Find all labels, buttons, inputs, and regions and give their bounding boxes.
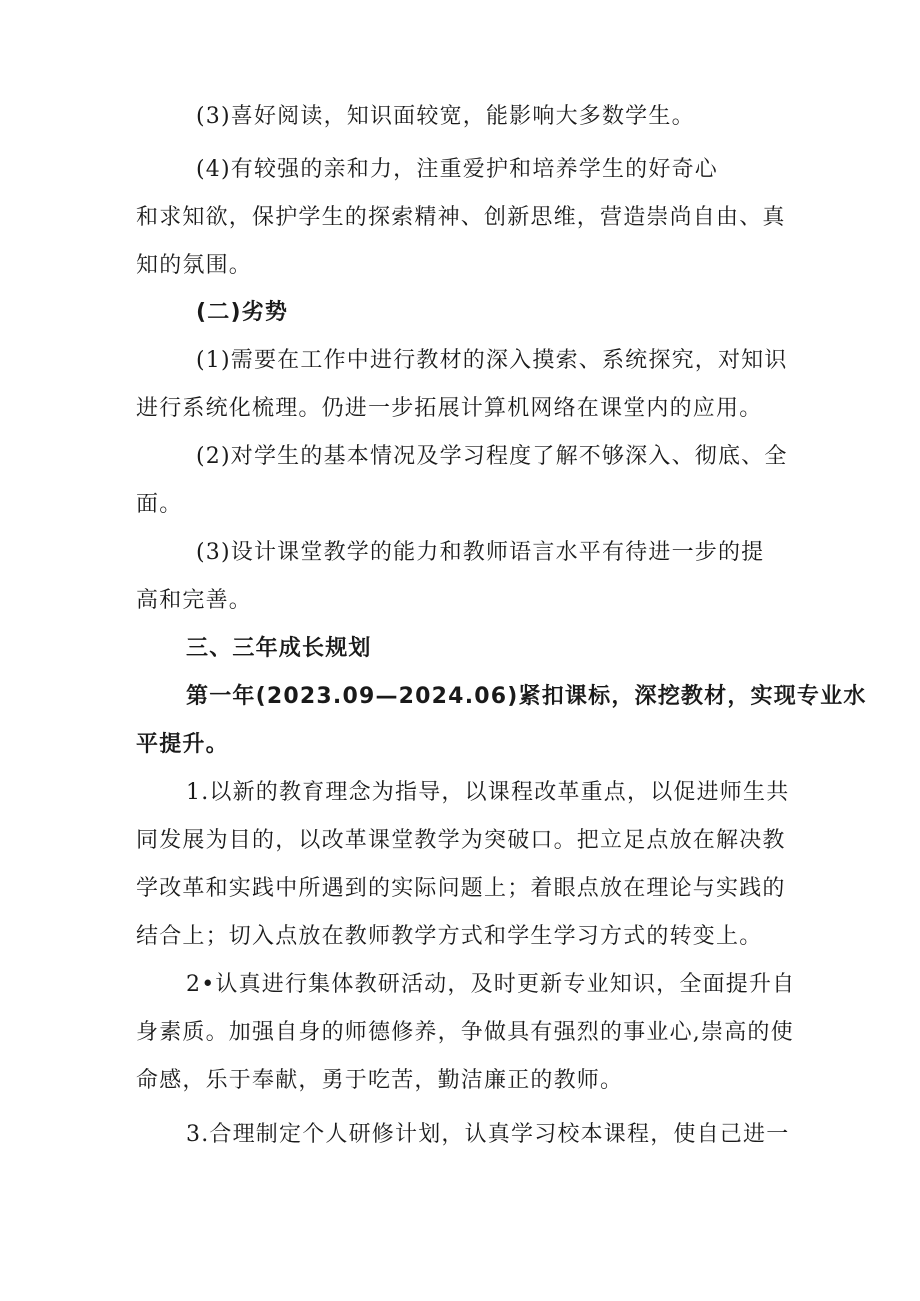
paragraph-line: 学改革和实践中所遇到的实际问题上；着眼点放在理论与实践的 (136, 876, 786, 901)
paragraph-line: (1)需要在工作中进行教材的深入摸索、系统探究，对知识 (196, 348, 788, 373)
paragraph-line: 同发展为目的，以改革课堂教学为突破口。把立足点放在解决教 (136, 828, 786, 853)
paragraph-line: 知的氛围。 (136, 253, 253, 278)
paragraph-line: 2•认真进行集体教研活动，及时更新专业知识，全面提升自 (186, 972, 796, 997)
paragraph-line: 进行系统化梳理。仍进一步拓展计算机网络在课堂内的应用。 (136, 396, 763, 421)
paragraph-line: (4)有较强的亲和力，注重爱护和培养学生的好奇心 (196, 157, 718, 182)
paragraph-line: 和求知欲，保护学生的探索精神、创新思维，营造崇尚自由、真 (136, 205, 786, 230)
paragraph-line: 命感，乐于奉献，勇于吃苦，勤洁廉正的教师。 (136, 1068, 624, 1093)
paragraph-line: (3)喜好阅读，知识面较宽，能影响大多数学生。 (196, 104, 695, 129)
paragraph-line: 高和完善。 (136, 588, 253, 613)
section-heading-plan: 三、三年成长规划 (186, 636, 372, 661)
paragraph-line: 面。 (136, 492, 183, 517)
paragraph-line: (3)设计课堂教学的能力和教师语言水平有待进一步的提 (196, 540, 765, 565)
paragraph-line: 3.合理制定个人研修计划，认真学习校本课程，使自己进一 (186, 1122, 790, 1147)
subsection-heading-year-one: 第一年(2023.09—2024.06)紧扣课标，深挖教材，实现专业水 (186, 684, 867, 709)
section-heading-weaknesses: (二)劣势 (196, 300, 289, 325)
subsection-heading-year-one-cont: 平提升。 (136, 732, 229, 757)
paragraph-line: 结合上；切入点放在教师教学方式和学生学习方式的转变上。 (136, 924, 763, 949)
paragraph-line: 身素质。加强自身的师德修养，争做具有强烈的事业心,崇高的使 (136, 1020, 794, 1045)
paragraph-line: 1.以新的教育理念为指导，以课程改革重点，以促进师生共 (186, 780, 790, 805)
paragraph-line: (2)对学生的基本情况及学习程度了解不够深入、彻底、全 (196, 444, 788, 469)
